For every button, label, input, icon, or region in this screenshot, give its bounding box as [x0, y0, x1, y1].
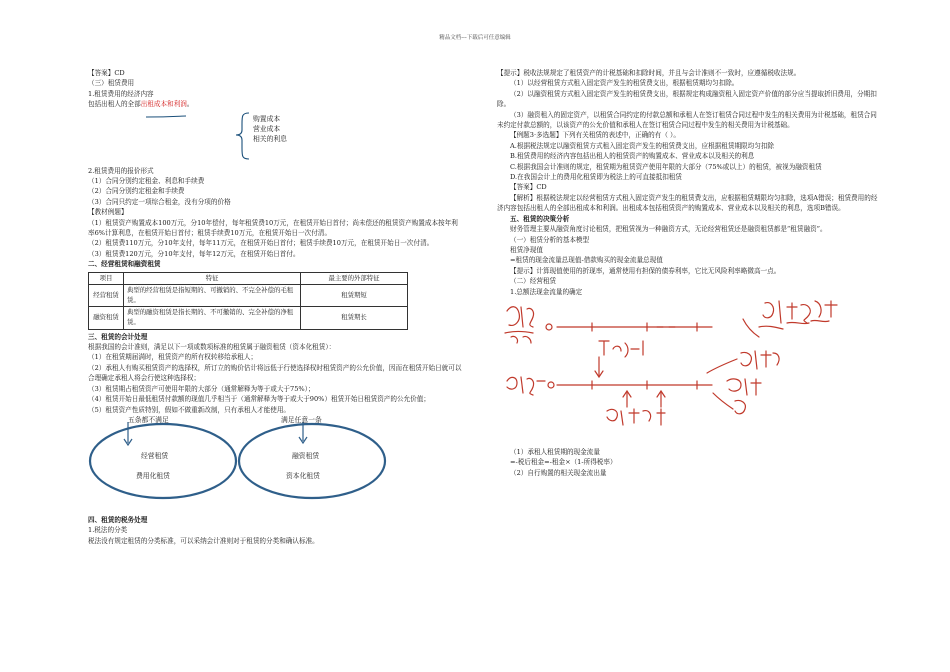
sub-economic-content: 1.租赁费用的经济内容	[88, 89, 154, 98]
expensed-lease-label: 费用化租赁	[136, 471, 170, 480]
bracket-item: 相关的利息	[253, 135, 287, 144]
sub-total-cashflow: 1.总额法现金流量的确定	[510, 287, 583, 296]
sub-operating-lease: （二）经营租赁	[510, 277, 557, 286]
table-header-cell: 项目	[89, 272, 124, 285]
lease-comparison-table	[88, 272, 408, 330]
sub-tax-classification: 1.税法的分类	[88, 526, 128, 535]
example-item: （2）租赁费110万元，分10年支付，每年11万元，在租赁开始日首付；租赁手续费10万元，在租赁开始日一次付清。	[88, 239, 434, 248]
table-cell: 租赁期短	[301, 285, 408, 307]
form-item: （1）合同分别约定租金、利息和手续费	[88, 177, 205, 186]
example-item: （3）租赁费120万元，分10年支付，每年12万元，在租赁开始日首付。	[88, 249, 300, 258]
cashflow-item: =-税后租金=-租金×（1-所得税率）	[510, 458, 617, 467]
table-row	[89, 307, 408, 329]
finance-lease-label: 融资租赁	[292, 451, 320, 460]
label-none-met: 五条都不满足	[128, 415, 169, 424]
handwritten-cashflow-sketch	[497, 297, 880, 447]
npv-title: 租赁净现值	[510, 245, 543, 254]
table-header-cell: 最主要的外部特征	[301, 272, 408, 285]
sub-basic-model: （一）租赁分析的基本模型	[510, 235, 590, 244]
section-lease-cost: （三）租赁费用	[88, 79, 135, 88]
tax-item: （2）以融资租赁方式租入固定资产发生的租赁费支出，根据规定构成融资租入固定资产价值的部分应当提取折旧费用，分期扣除。	[497, 89, 877, 109]
label-any-met: 满足任意一条	[281, 415, 322, 424]
cost-bracket	[88, 110, 464, 166]
cashflow-item: （2）自行购置的相关现金流出量	[510, 468, 607, 477]
npv-formula: =租赁的现金流量总现值-借款购买的现金流量总现值	[510, 256, 663, 265]
option-c: C.根据我国会计准则的规定，租赁期为租赁资产使用年限的大部分（75%或以上）的租赁，被视为融资租赁	[510, 162, 822, 171]
table-cell: 经营租赁	[89, 285, 124, 307]
tax-text: 税法没有规定租赁的分类标准，可以采纳会计准则对于租赁的分类和确认标准。	[88, 536, 319, 545]
lease-classification-diagram	[88, 415, 464, 515]
example-item: （1）租赁资产购置成本100万元，分10年偿付，每年租赁费10万元，在租赁开始日首付；尚未偿还的租赁资产购置成本按年利率6%计算利息，在租赁开始日首付；租赁手续费10万元，在租赁开始日一次付清。	[88, 218, 458, 238]
form-item: （2）合同分别约定租金和手续费	[88, 187, 185, 196]
form-item: （3）合同只约定一项综合租金，没有分项的价格	[88, 197, 231, 206]
answer-1: 【答案】CD	[88, 69, 125, 77]
handwritten-sketch-icon	[497, 297, 880, 447]
tip-tax-rules: 【提示】税收法规规定了租赁资产的计税基础和扣除时间，并且与会计准则不一致时，应遵循税收法规。	[497, 69, 801, 77]
left-column	[88, 68, 464, 546]
tip-discount-rate: 【提示】计算现值使用的折现率，通常使用有担保的债券利率，它比无风险利率略微高一点。	[510, 266, 781, 275]
option-a: A.根据税法规定以融资租赁方式租入固定资产发生的租赁费支出，应根据租赁期限均匀扣除	[510, 141, 775, 150]
sub-quote-forms: 2.租赁费用的报价形式	[88, 166, 154, 175]
ellipse-diagram-icon	[88, 415, 464, 515]
bracket-list	[253, 114, 287, 145]
capitalized-lease-label: 资本化租赁	[286, 471, 320, 480]
section-title-decision: 五、租赁的决策分析	[510, 214, 570, 223]
operating-lease-label: 经营租赁	[141, 451, 169, 460]
criterion-item: （5）租赁资产性质特别，假如不做重新改制，只有承租人才能使用。	[88, 405, 291, 414]
analysis: 【解析】根据税法规定以经营租赁方式租入固定资产发生的租赁费支出，应根据租赁期限均匀扣除，选项A错误；租赁费用的经济内容包括出租人的全部出租成本和利润。出租成本包括租赁资产的购置成本、营业成本以及相关的利息，选项B错误。	[497, 193, 878, 213]
table-cell: 典型的经营租赁是指短期的、可撤销的、不完全补偿的毛租赁。	[124, 285, 301, 307]
option-d: D.在我国会计上的费用化租赁即为税法上的可直接抵扣租赁	[510, 173, 682, 182]
example-title: 【教材例题】	[88, 208, 128, 217]
bracket-item: 购置成本	[253, 114, 281, 123]
tax-item: （1）以经营租赁方式租入固定资产发生的租赁费支出，根据租赁期均匀扣除。	[510, 79, 739, 88]
cashflow-item: （1）承租人租赁期的现金流量	[510, 447, 600, 456]
page-header: 精品文档---下载后可任意编辑	[439, 35, 511, 41]
section-title-lease-types: 二、经营租赁和融资租赁	[88, 260, 161, 269]
table-cell: 融资租赁	[89, 307, 124, 329]
table-header-cell: 特征	[124, 272, 301, 285]
criterion-item: （4）租赁开始日最低租赁付款额的现值几乎相当于（通常解释为等于或大于90%）租赁开始日租赁资产的公允价值；	[88, 395, 430, 404]
accounting-intro: 根据我国的会计准则，满足以下一项或数项标准的租赁属于融资租赁（资本化租赁）：	[88, 343, 336, 352]
criterion-item: （3）租赁期占租赁资产可使用年限的大部分（通常解释为等于或大于75%）；	[88, 384, 315, 393]
right-column	[497, 68, 880, 478]
bracket-lines-icon	[146, 110, 256, 166]
answer-2: 【答案】CD	[510, 183, 547, 192]
red-highlight: 出租成本和利润	[140, 100, 187, 109]
example-3-title: 【例题3·多选题】下列有关租赁的表述中，正确的有（ ）。	[510, 131, 680, 140]
option-b: B.租赁费用的经济内容包括出租人的租赁资产的购置成本、营业成本以及相关的利息	[510, 152, 755, 161]
bracket-item: 营业成本	[253, 124, 281, 133]
section-title-accounting: 三、租赁的会计处理	[88, 332, 148, 341]
table-cell: 典型的融资租赁是指长期的、不可撤销的、完全补偿的净租赁。	[124, 307, 301, 329]
table-header-row	[89, 272, 408, 285]
content-line: 包括出租人的全部出租成本和利润。	[88, 100, 194, 109]
criterion-item: （2）承租人有购买租赁资产的选择权，所订立的购价估计将远低于行使选择权时租赁资产的公允价值，因而在租赁开始日就可以合理确定承租人将会行使这种选择权；	[88, 363, 462, 383]
tax-item: （3）融资租入的固定资产，以租赁合同约定的付款总额和承租人在签订租赁合同过程中发生的相关费用为计税基础，租赁合同未约定付款总额的，以该资产的公允价值和承租人在签订租赁合同过程中发生的相关费用为计税基础。	[497, 110, 877, 130]
section-title-tax: 四、租赁的税务处理	[88, 515, 148, 524]
criterion-item: （1）在租赁期届满时，租赁资产的所有权转移给承租人；	[88, 353, 258, 362]
decision-intro: 财务管理主要从融资角度讨论租赁，把租赁视为一种融资方式，无论经营租赁还是融资租赁都是“租赁融资”。	[510, 225, 827, 234]
table-row	[89, 285, 408, 307]
table-cell: 租赁期长	[301, 307, 408, 329]
